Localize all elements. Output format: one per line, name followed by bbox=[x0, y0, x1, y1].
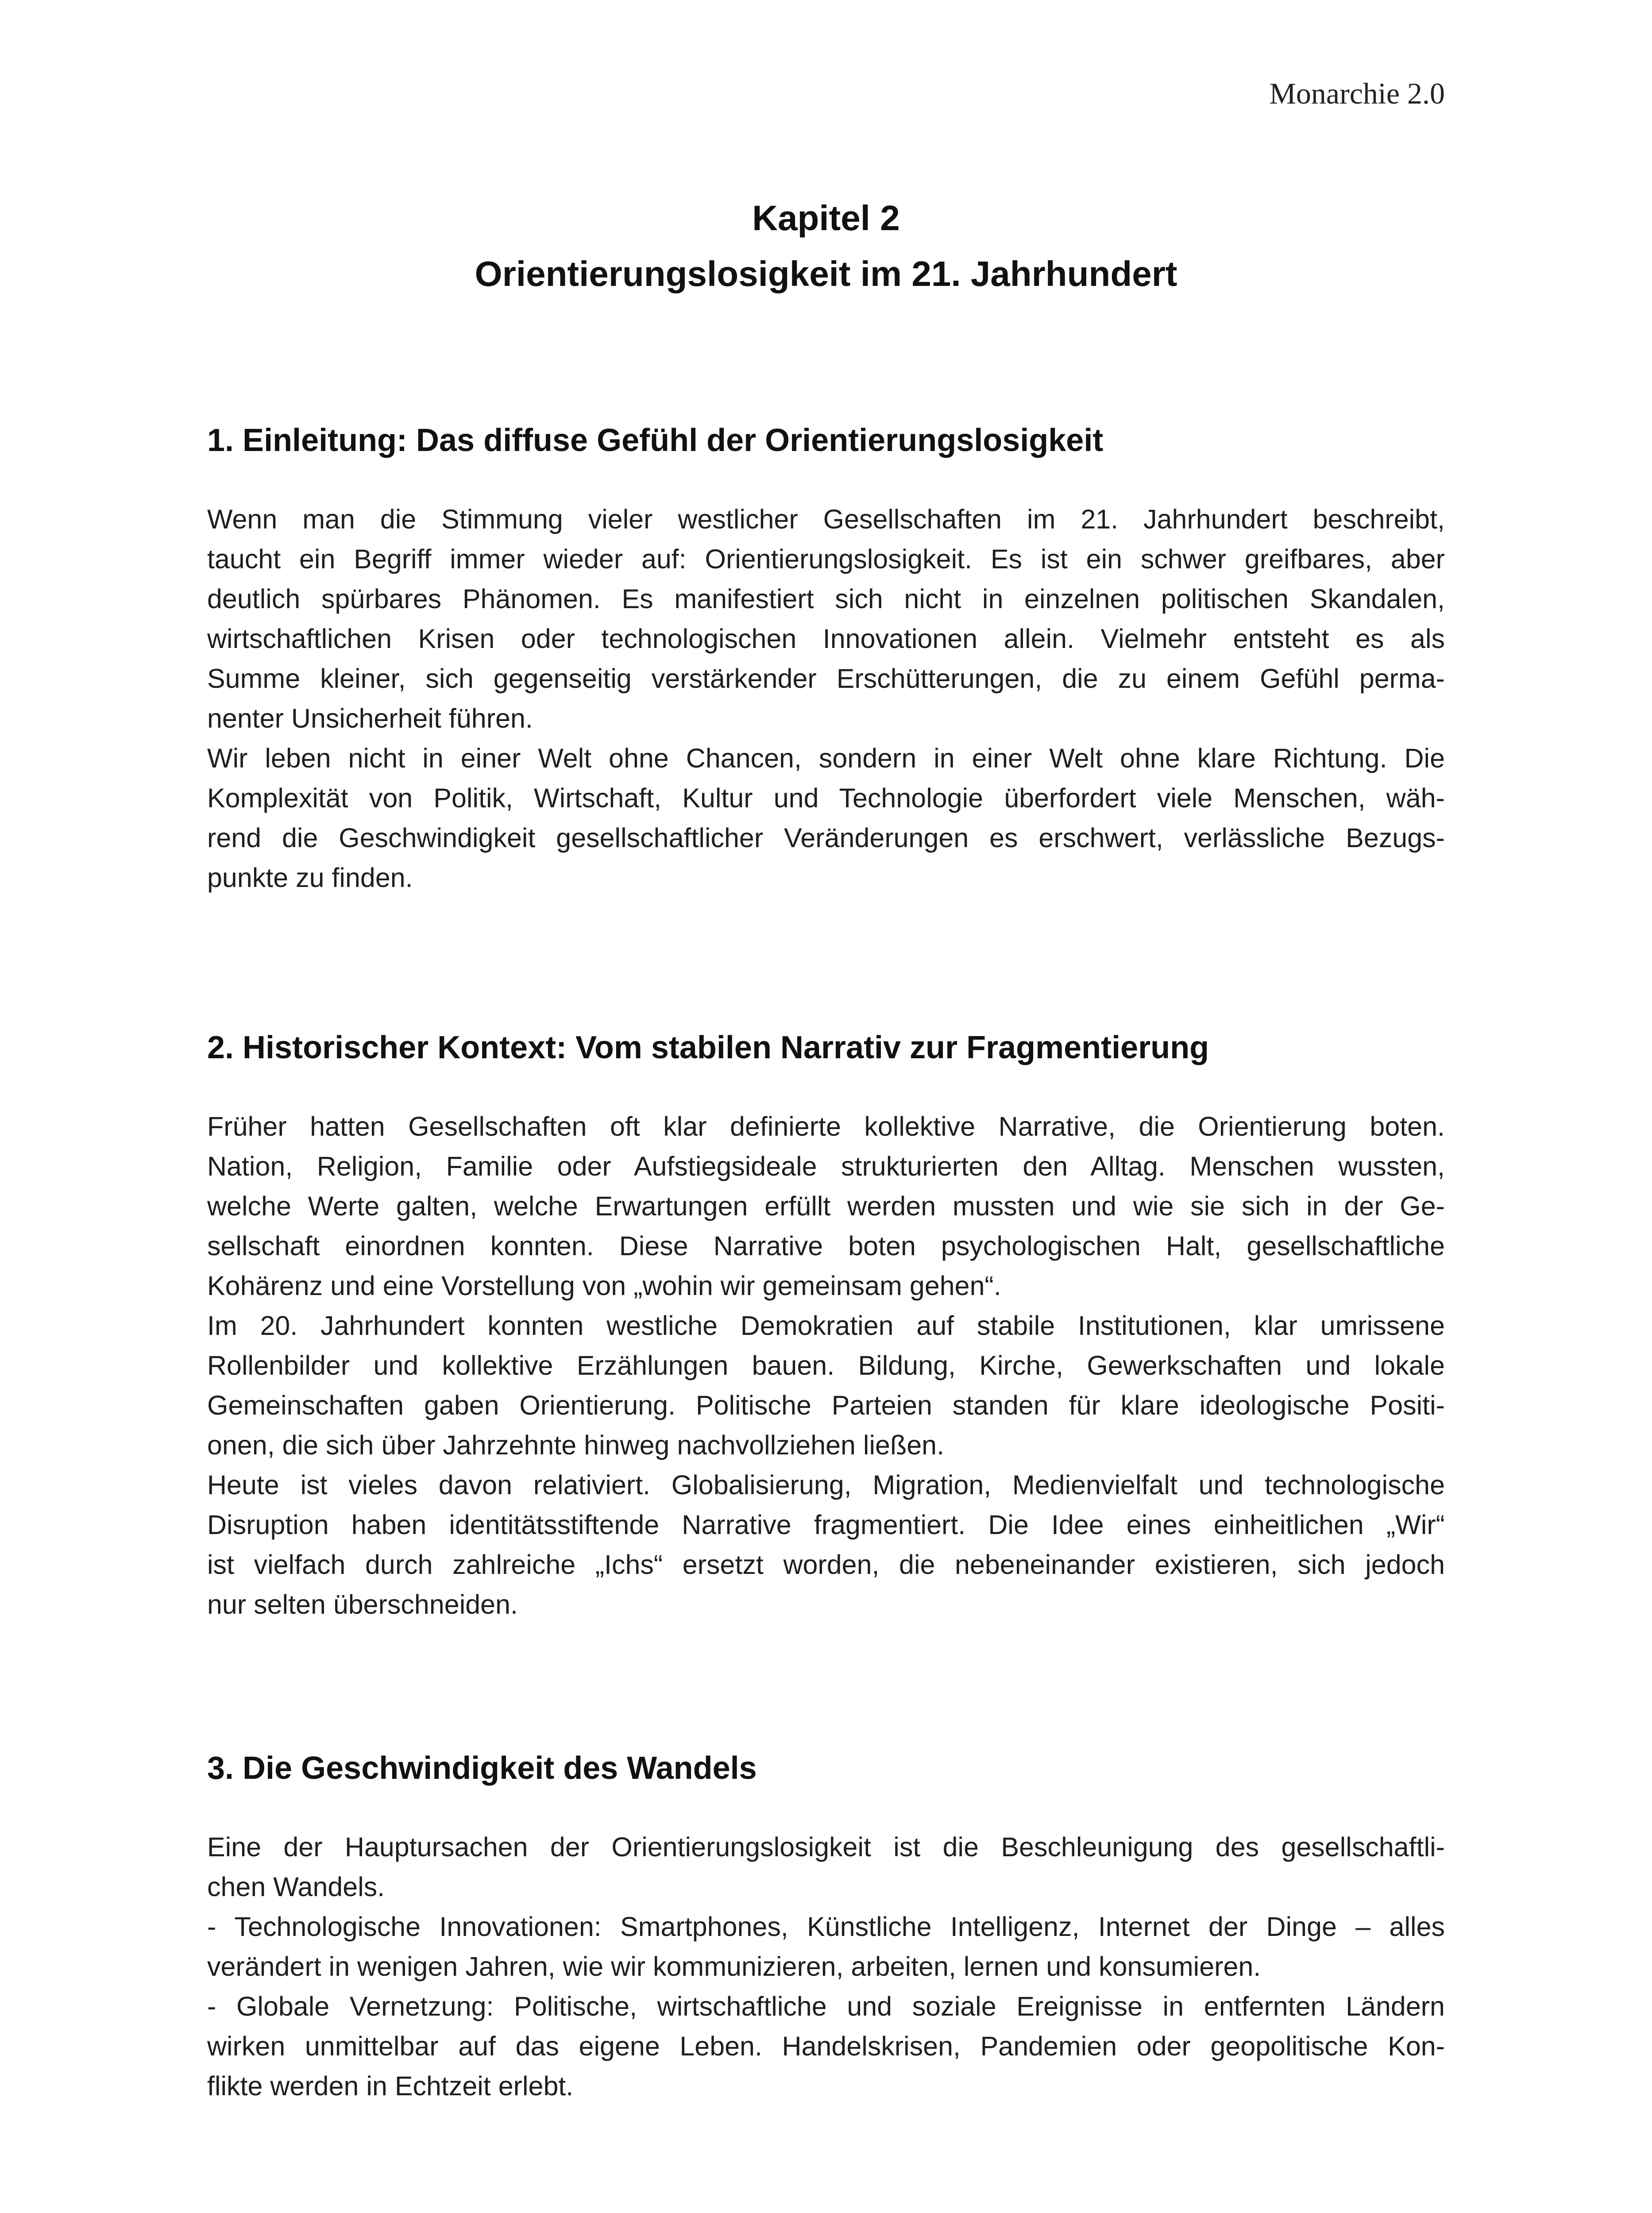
text-line: Summe kleiner, sich gegenseitig verstärkender Erschütterungen, die zu einem Gefühl perma- bbox=[207, 663, 1445, 694]
text-line: ist vielfach durch zahlreiche „Ichs“ ersetzt worden, die nebeneinander existieren, sich jedoch bbox=[207, 1550, 1445, 1580]
list-item bbox=[207, 1907, 1445, 1986]
text-line: sellschaft einordnen konnten. Diese Narrative boten psychologischen Halt, gesellschaftliche bbox=[207, 1231, 1445, 1261]
chapter-title: Orientierungslosigkeit im 21. Jahrhundert bbox=[475, 254, 1177, 293]
text-line: - Technologische Innovationen: Smartphones, Künstliche Intelligenz, Internet der Dinge – alles bbox=[207, 1912, 1445, 1942]
text-line: Gemeinschaften gaben Orientierung. Politische Parteien standen für klare ideologische Positi- bbox=[207, 1390, 1445, 1420]
section-heading: 2. Historischer Kontext: Vom stabilen Narrativ zur Fragmentierung bbox=[207, 1030, 1209, 1065]
paragraph bbox=[207, 499, 1445, 738]
text-line: Wir leben nicht in einer Welt ohne Chancen, sondern in einer Welt ohne klare Richtung. Die bbox=[207, 743, 1445, 773]
chapter-heading bbox=[207, 190, 1445, 302]
section-body bbox=[207, 1106, 1445, 1624]
text-line: taucht ein Begriff immer wieder auf: Orientierungslosigkeit. Es ist ein schwer greifbares, aber bbox=[207, 544, 1445, 574]
paragraph bbox=[207, 1827, 1445, 1907]
section-heading: 1. Einleitung: Das diffuse Gefühl der Orientierungslosigkeit bbox=[207, 423, 1104, 458]
text-line: Disruption haben identitätsstiftende Narrative fragmentiert. Die Idee eines einheitlichen „Wir“ bbox=[207, 1510, 1445, 1540]
section-geschwindigkeit bbox=[207, 1748, 1445, 2106]
chapter-number: Kapitel 2 bbox=[752, 198, 900, 238]
text-line: flikte werden in Echtzeit erlebt. bbox=[207, 2071, 574, 2101]
paragraph bbox=[207, 1306, 1445, 1465]
text-line: wirken unmittelbar auf das eigene Leben. Handelskrisen, Pandemien oder geopolitische Kon- bbox=[207, 2031, 1445, 2061]
paragraph bbox=[207, 1106, 1445, 1306]
text-line: punkte zu finden. bbox=[207, 863, 413, 893]
text-line: verändert in wenigen Jahren, wie wir kommunizieren, arbeiten, lernen und konsumieren. bbox=[207, 1951, 1261, 1982]
text-line: nur selten überschneiden. bbox=[207, 1589, 518, 1619]
text-line: Wenn man die Stimmung vieler westlicher Gesellschaften im 21. Jahrhundert beschreibt, bbox=[207, 504, 1445, 534]
text-line: Im 20. Jahrhundert konnten westliche Demokratien auf stabile Institutionen, klar umrissene bbox=[207, 1311, 1445, 1341]
paragraph bbox=[207, 1465, 1445, 1624]
text-line: Eine der Hauptursachen der Orientierungslosigkeit ist die Beschleunigung des gesellschaftli- bbox=[207, 1832, 1445, 1862]
text-line: wirtschaftlichen Krisen oder technologischen Innovationen allein. Vielmehr entsteht es als bbox=[207, 624, 1445, 654]
text-line: Komplexität von Politik, Wirtschaft, Kultur und Technologie überfordert viele Menschen, wäh- bbox=[207, 783, 1445, 813]
list-item bbox=[207, 1986, 1445, 2106]
text-line: deutlich spürbares Phänomen. Es manifestiert sich nicht in einzelnen politischen Skandalen, bbox=[207, 584, 1445, 614]
text-line: welche Werte galten, welche Erwartungen erfüllt werden mussten und wie sie sich in der Ge- bbox=[207, 1191, 1445, 1221]
section-einleitung bbox=[207, 420, 1445, 898]
section-body bbox=[207, 1827, 1445, 2106]
text-line: Früher hatten Gesellschaften oft klar definierte kollektive Narrative, die Orientierung boten. bbox=[207, 1111, 1445, 1141]
text-line: Heute ist vieles davon relativiert. Globalisierung, Migration, Medienvielfalt und technologische bbox=[207, 1470, 1445, 1500]
text-line: onen, die sich über Jahrzehnte hinweg nachvollziehen ließen. bbox=[207, 1430, 945, 1460]
text-line: - Globale Vernetzung: Politische, wirtschaftliche und soziale Ereignisse in entfernten Ländern bbox=[207, 1991, 1445, 2021]
section-body bbox=[207, 499, 1445, 898]
text-line: rend die Geschwindigkeit gesellschaftlicher Veränderungen es erschwert, verlässliche Bezugs- bbox=[207, 823, 1445, 853]
text-line: chen Wandels. bbox=[207, 1872, 385, 1902]
text-line: Nation, Religion, Familie oder Aufstiegsideale strukturierten den Alltag. Menschen wussten, bbox=[207, 1151, 1445, 1181]
text-line: nenter Unsicherheit führen. bbox=[207, 703, 533, 733]
text-line: Kohärenz und eine Vorstellung von „wohin wir gemeinsam gehen“. bbox=[207, 1271, 1001, 1301]
section-historischer-kontext bbox=[207, 1028, 1445, 1624]
section-heading: 3. Die Geschwindigkeit des Wandels bbox=[207, 1750, 757, 1786]
text-line: Rollenbilder und kollektive Erzählungen bauen. Bildung, Kirche, Gewerkschaften und lokale bbox=[207, 1350, 1445, 1380]
running-header: Monarchie 2.0 bbox=[1269, 77, 1445, 110]
paragraph bbox=[207, 738, 1445, 898]
